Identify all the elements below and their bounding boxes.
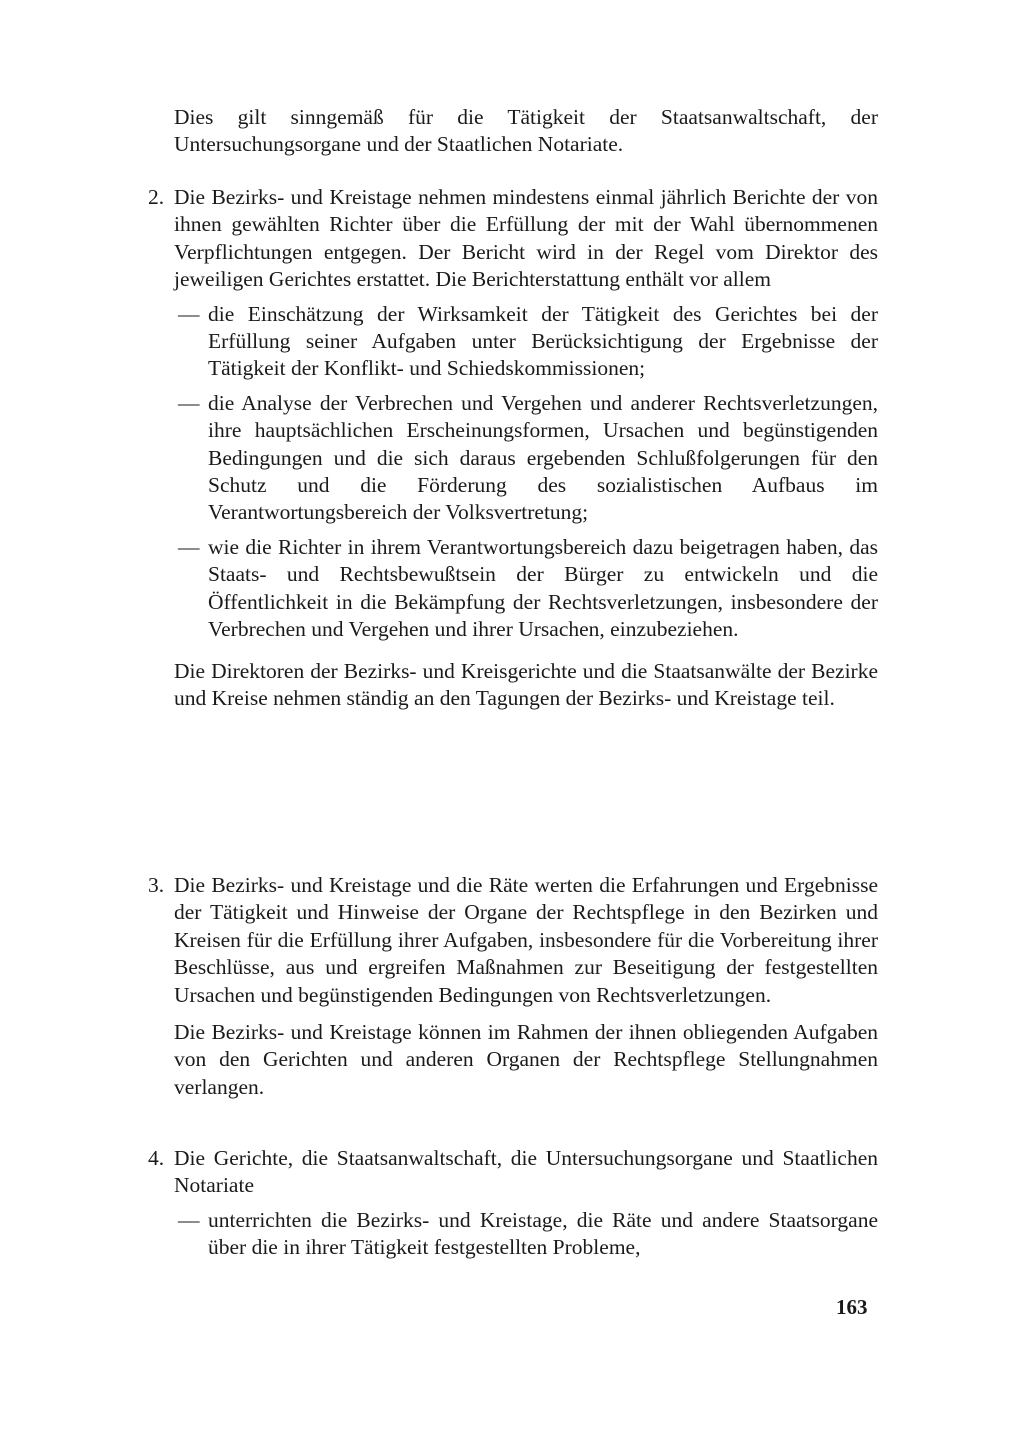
item-body bbox=[174, 1145, 878, 1262]
item-number: 4. bbox=[148, 1146, 165, 1170]
item-body bbox=[174, 872, 878, 1101]
bullet-text: unterrichten die Bezirks- und Kreistage, die Räte und andere Staatsorgane über die in ihrer Tätigkeit festgestellten Probleme, bbox=[208, 1207, 878, 1260]
item-number: 2. bbox=[148, 185, 165, 209]
item-closing-paragraph: Die Direktoren der Bezirks- und Kreisgerichte und die Staatsanwälte der Bezirke und Kreise nehmen ständig an den Tagungen der Bezirks- und Kreistage teil. bbox=[174, 658, 878, 710]
intro-paragraph: Dies gilt sinngemäß für die Tätigkeit der Staatsanwaltschaft, der Untersuchungsorgane und der Staatlichen Notariate. bbox=[174, 105, 878, 157]
dash-mark: — bbox=[178, 534, 200, 559]
item-closing-paragraph: Die Bezirks- und Kreistage können im Rahmen der ihnen obliegenden Aufgaben von den Gerichten und anderen Organen der Rechtspflege Stellungnahmen verlangen. bbox=[174, 1020, 878, 1099]
bullet-text: die Analyse der Verbrechen und Vergehen und anderer Rechtsverletzungen, ihre hauptsächlichen Erscheinungsformen, Ursachen und begünstigenden Bedingungen und die sich daraus ergebenden Schlußfolgerungen für den Schutz und die Förderung des sozialistischen Aufbaus im Verantwortungsbereich der Volksvertretung; bbox=[208, 390, 878, 525]
bullet-item bbox=[174, 390, 878, 527]
dash-mark: — bbox=[178, 390, 200, 415]
bullet-item bbox=[174, 1207, 878, 1262]
item-text: Die Bezirks- und Kreistage nehmen mindestens einmal jährlich Berichte der von ihnen gewählten Richter über die Erfüllung der mit der Wahl übernommenen Verpflichtungen entgegen. Der Bericht wird in der Regel vom Direktor des jeweiligen Gerichtes erstattet. Die Berichterstattung enthält vor allem bbox=[174, 185, 878, 292]
bullet-text: die Einschätzung der Wirksamkeit der Tätigkeit des Gerichtes bei der Erfüllung seiner Aufgaben unter Berücksichtigung der Ergebnisse der Tätigkeit der Konflikt- und Schiedskommissionen; bbox=[208, 301, 878, 381]
list-item-2 bbox=[148, 184, 878, 712]
dash-mark: — bbox=[178, 1207, 200, 1232]
bullet-text: wie die Richter in ihrem Verantwortungsbereich dazu beigetragen haben, das Staats- und Rechtsbewußtsein der Bürger zu entwickeln und die Öffentlichkeit in die Bekämpfung der Rechtsverletzungen, insbesondere der Verbrechen und Vergehen und ihrer Ursachen, einzubeziehen. bbox=[208, 534, 878, 642]
bullet-item bbox=[174, 534, 878, 644]
item-body bbox=[174, 184, 878, 712]
bullet-item bbox=[174, 301, 878, 383]
item-number: 3. bbox=[148, 873, 165, 897]
list-item-4 bbox=[148, 1145, 878, 1262]
item-text: Die Gerichte, die Staatsanwaltschaft, die Untersuchungsorgane und Staatlichen Notariate bbox=[174, 1146, 878, 1198]
page-number: 163 bbox=[836, 1295, 868, 1319]
item-text: Die Bezirks- und Kreistage und die Räte werten die Erfahrungen und Ergebnisse der Tätigkeit und Hinweise der Organe der Rechtspflege in den Bezirken und Kreisen für die Erfüllung ihrer Aufgaben, insbesondere für die Vorbereitung ihrer Beschlüsse, aus und ergreifen Maßnahmen zur Beseitigung der festgestellten Ursachen und begünstigenden Bedingungen von Rechtsverletzungen. bbox=[174, 873, 878, 1007]
list-item-3 bbox=[148, 872, 878, 1101]
dash-mark: — bbox=[178, 301, 200, 326]
